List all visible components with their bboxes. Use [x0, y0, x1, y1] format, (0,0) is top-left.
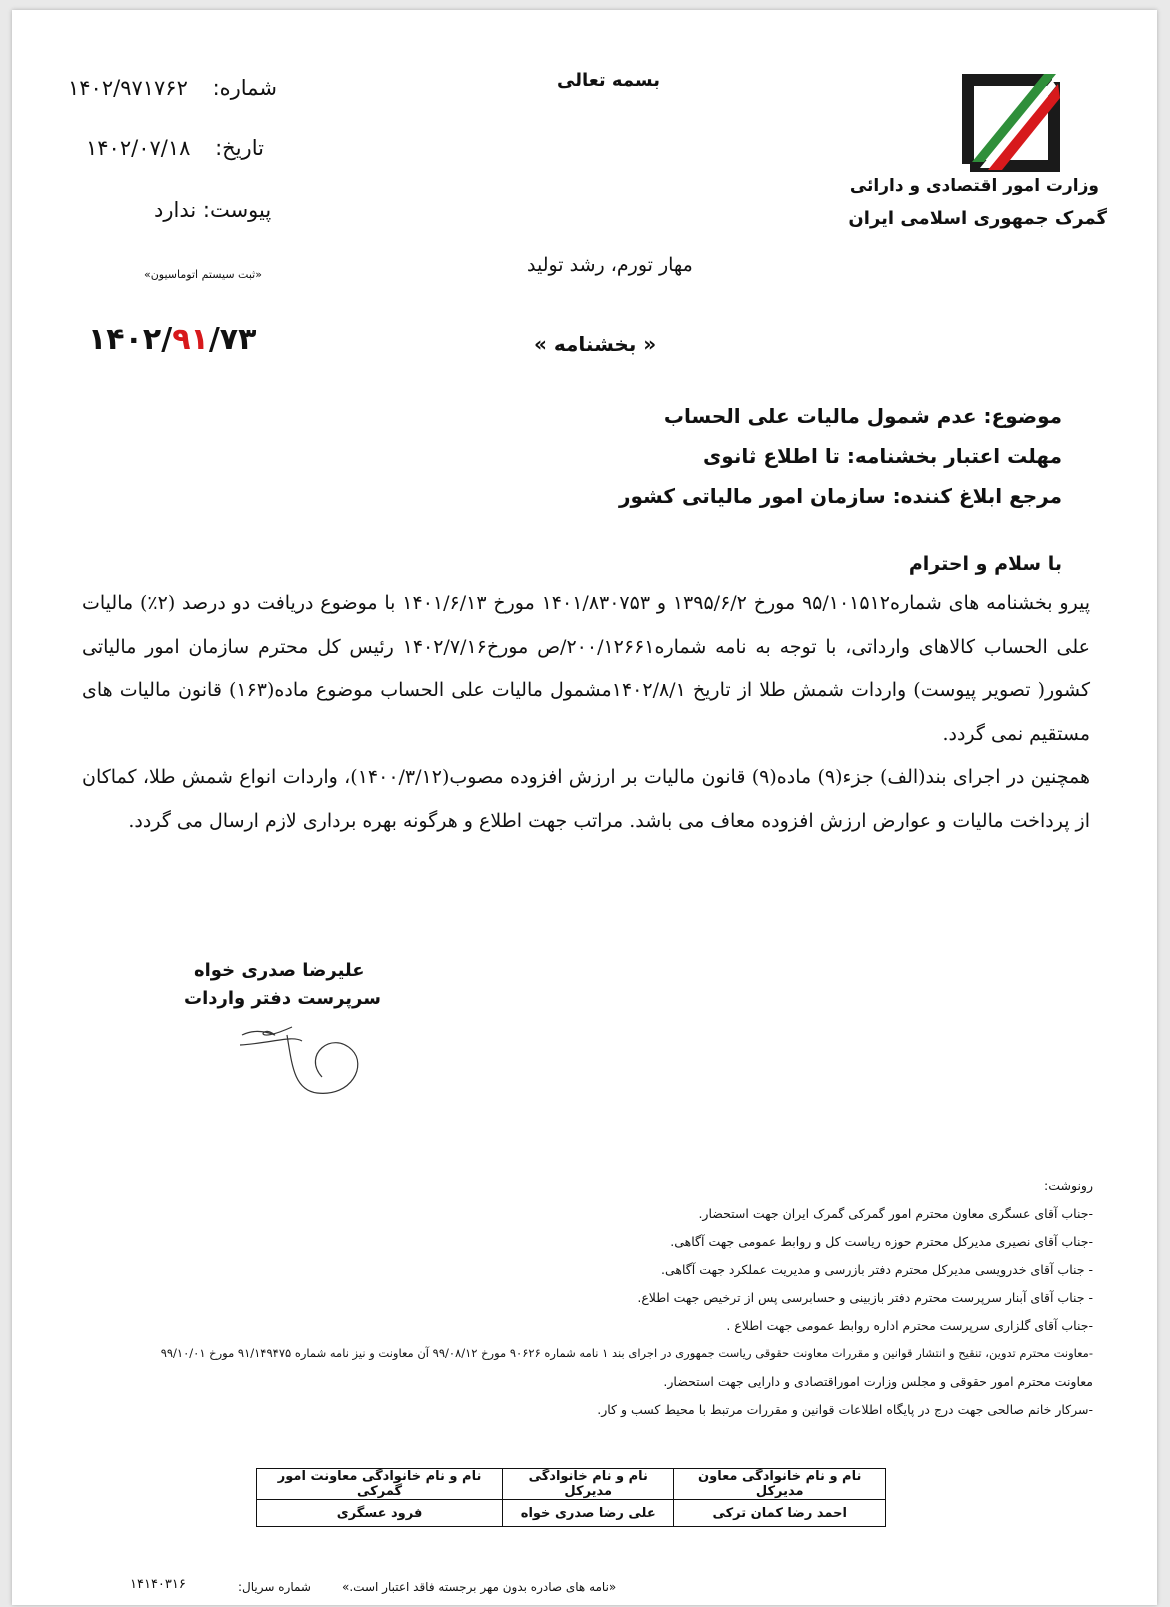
basmala: بسمه تعالی — [557, 70, 660, 91]
greeting: با سلام و احترام — [908, 553, 1062, 575]
circular-code — [88, 322, 256, 357]
code-highlight: ۹۱ — [172, 322, 209, 357]
code-sequence: /۷۳ — [208, 322, 257, 357]
signoff-table — [256, 1468, 886, 1527]
table-header-cell: نام و نام خانوادگی معاون مدیرکل — [674, 1469, 886, 1500]
validity-line: مهلت اعتبار بخشنامه: تا اطلاع ثانوی — [702, 444, 1062, 468]
circular-title: « بخشنامه » — [534, 332, 657, 356]
cc-line: معاونت محترم امور حقوقی و مجلس وزارت اموراقتصادی و دارایی جهت استحضار. — [663, 1374, 1093, 1389]
letter-number — [68, 76, 277, 100]
cc-line: -جناب آقای نصیری مدیرکل محترم حوزه ریاست کل و روابط عمومی جهت آگاهی. — [670, 1234, 1093, 1249]
body-paragraph-1: پیرو بخشنامه های شماره۹۵/۱۰۱۵۱۲ مورخ ۱۳۹۵/۶/۲ و ۱۴۰۱/۸۳۰۷۵۳ مورخ ۱۴۰۱/۶/۱۳ با موضوع دریافت دو درصد (۲٪) مالیات علی الحساب کالاهای وارداتی، با توجه به نامه شماره۲۰۰/۱۲۶۶۱/ص مورخ۱۴۰۲/۷/۱۶ رئیس کل محترم سازمان امور مالیاتی کشور( تصویر پیوست) واردات شمش طلا از تاریخ ۱۴۰۲/۸/۱مشمول مالیات علی الحساب موضوع ماده(۱۶۳) قانون مالیات های مستقیم نمی گردد. — [82, 592, 1091, 745]
letter-page — [12, 10, 1157, 1605]
table-cell: احمد رضا کمان ترکی — [674, 1500, 886, 1527]
date-label: تاریخ: — [215, 136, 264, 160]
code-year: ۱۴۰۲/ — [88, 322, 173, 357]
cc-line: -جناب آقای گلزاری سرپرست محترم اداره روابط عمومی جهت اطلاع . — [726, 1318, 1093, 1333]
table-row — [257, 1469, 886, 1500]
letter-attachment — [154, 198, 271, 222]
cc-line: -جناب آقای عسگری معاون محترم امور گمرکی گمرک ایران جهت استحضار. — [698, 1206, 1093, 1221]
reference-line: مرجع ابلاغ کننده: سازمان امور مالیاتی کشور — [618, 484, 1062, 508]
number-label: شماره: — [212, 76, 277, 100]
slogan: مهار تورم، رشد تولید — [527, 254, 693, 276]
handwritten-signature-icon — [232, 1005, 372, 1115]
cc-heading: رونوشت: — [1044, 1178, 1093, 1193]
footer-note: «نامه های صادره بدون مهر برجسته فاقد اعتبار است.» — [342, 1580, 617, 1594]
customs-logo-icon — [952, 64, 1070, 182]
table-row — [257, 1500, 886, 1527]
cc-line: -سرکار خانم صالحی جهت درج در پایگاه اطلاعات قوانین و مقررات مرتبط با محیط کسب و کار. — [597, 1402, 1093, 1417]
serial-label: شماره سریال: — [238, 1580, 311, 1594]
customs-name: گمرک جمهوری اسلامی ایران — [848, 208, 1107, 229]
signer-title: سرپرست دفتر واردات — [184, 988, 381, 1009]
cc-line: - جناب آقای خدرویسی مدیرکل محترم دفتر بازرسی و مدیریت عملکرد جهت آگاهی. — [661, 1262, 1093, 1277]
subject-line: موضوع: عدم شمول مالیات علی الحساب — [663, 404, 1062, 428]
table-cell: علی رضا صدری خواه — [503, 1500, 674, 1527]
attachment-value: ندارد — [154, 198, 197, 222]
cc-line: - جناب آقای آبنار سرپرست محترم دفتر بازبینی و حسابرسی پس از ترخیص جهت اطلاع. — [637, 1290, 1093, 1305]
attachment-label: پیوست: — [202, 198, 272, 222]
body-paragraph-2: همچنین در اجرای بند(الف) جزء(۹) ماده(۹) قانون مالیات بر ارزش افزوده مصوب(۱۴۰۰/۳/۱۲)، واردات انواع شمش طلا، کماکان از پرداخت مالیات و عوارض ارزش افزوده معاف می باشد. مراتب جهت اطلاع و هرگونه بهره برداری لازم ارسال می گردد. — [82, 766, 1090, 832]
date-value: ۱۴۰۲/۰۷/۱۸ — [86, 136, 191, 160]
table-header-cell: نام و نام خانوادگی معاونت امور گمرکی — [257, 1469, 503, 1500]
ministry-name: وزارت امور اقتصادی و دارائی — [849, 176, 1099, 196]
signer-name: علیرضا صدری خواه — [194, 960, 365, 981]
table-cell: فرود عسگری — [257, 1500, 503, 1527]
letter-body — [82, 582, 1090, 843]
table-header-cell: نام و نام خانوادگی مدیرکل — [503, 1469, 674, 1500]
system-note: «ثبت سیستم اتوماسیون» — [144, 268, 262, 281]
serial-value: ۱۴۱۴۰۳۱۶ — [130, 1577, 186, 1592]
cc-line: -معاونت محترم تدوین، تنقیح و انتشار قوانین و مقررات معاونت حقوقی ریاست جمهوری در اجرای بند ۱ نامه شماره ۹۰۶۲۶ مورخ ۹۹/۰۸/۱۲ آن معاونت و نیز نامه شماره ۹۱/۱۴۹۴۷۵ مورخ ۹۹/۱۰/۰۱ — [160, 1346, 1093, 1360]
letter-date — [86, 136, 264, 160]
number-value: ۱۴۰۲/۹۷۱۷۶۲ — [68, 76, 188, 100]
